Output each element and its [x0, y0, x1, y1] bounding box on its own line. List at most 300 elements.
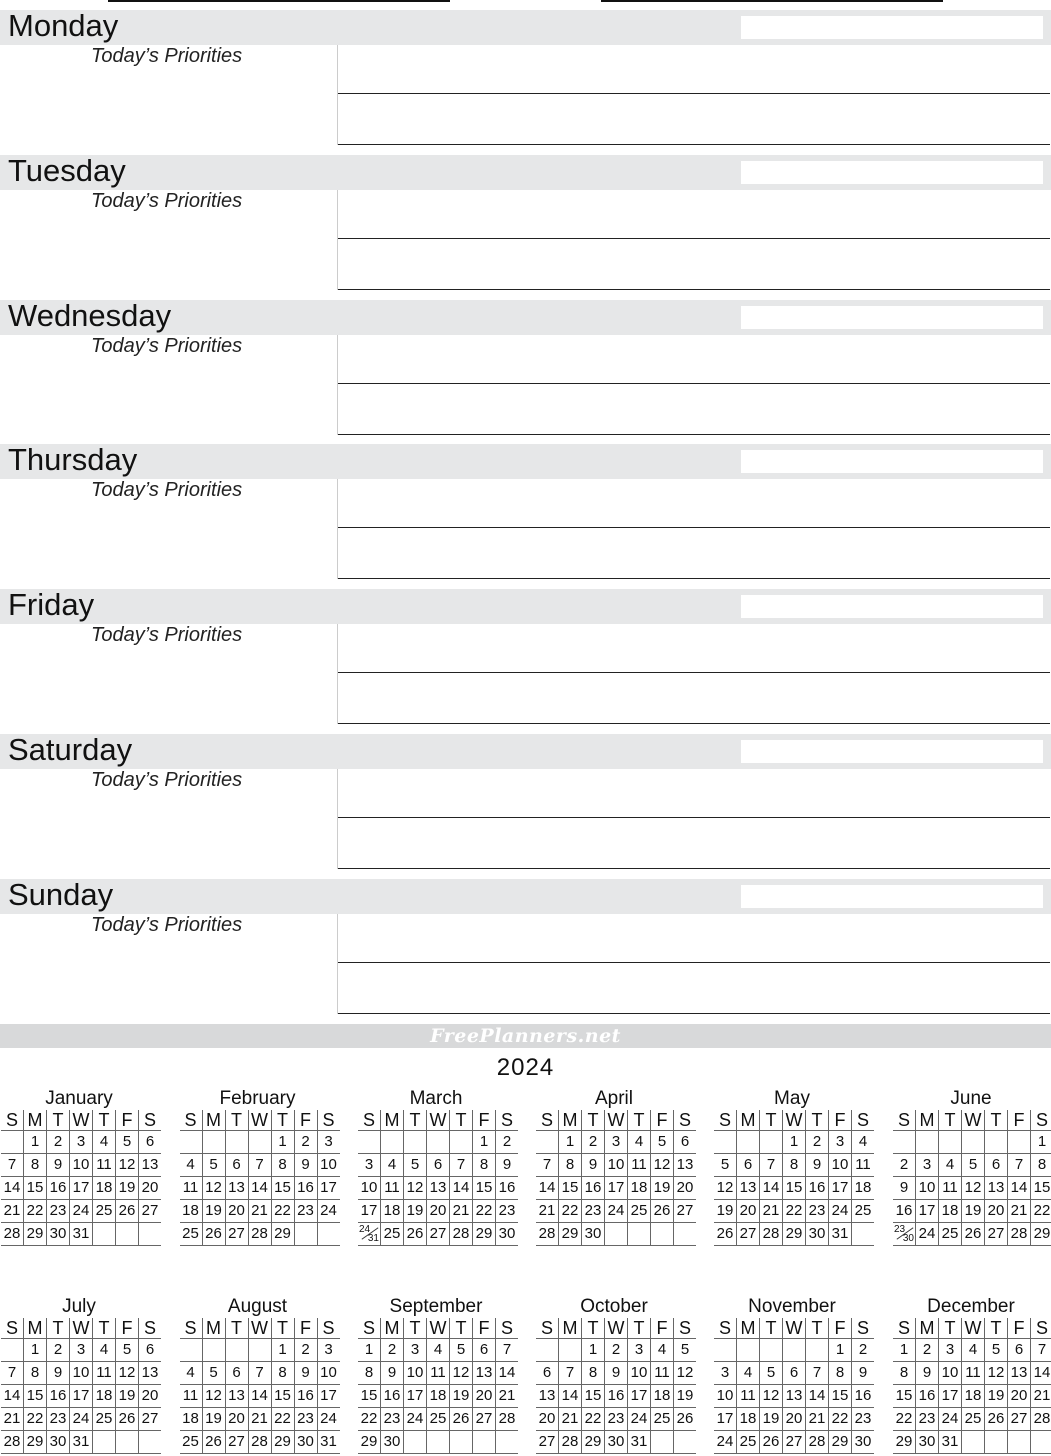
week-row	[358, 1200, 518, 1223]
writing-line[interactable]	[338, 93, 1050, 94]
day-cell	[674, 1431, 697, 1454]
day-cell: 29	[24, 1223, 47, 1246]
week-row	[1, 1408, 161, 1431]
day-cell	[893, 1223, 916, 1246]
day-cell: 10	[714, 1385, 737, 1408]
day-cell: 15	[24, 1177, 47, 1200]
weekday-header: F	[1008, 1110, 1031, 1131]
weekday-header: S	[496, 1318, 519, 1339]
weekday-header: T	[760, 1110, 783, 1131]
day-cell	[962, 1431, 985, 1454]
day-cell: 5	[116, 1131, 139, 1154]
day-cell: 21	[1031, 1385, 1051, 1408]
writing-line[interactable]	[338, 383, 1050, 384]
week-row	[536, 1431, 696, 1454]
day-cell: 23	[47, 1200, 70, 1223]
day-cell	[180, 1339, 203, 1362]
day-cell: 9	[582, 1154, 605, 1177]
month-title: February	[219, 1088, 296, 1109]
day-cell: 18	[962, 1385, 985, 1408]
day-cell: 20	[536, 1408, 559, 1431]
weekday-header: W	[427, 1110, 450, 1131]
weekday-header: T	[985, 1318, 1008, 1339]
day-cell: 23	[806, 1200, 829, 1223]
week-row	[893, 1362, 1051, 1385]
day-cell: 5	[202, 1154, 225, 1177]
day-cell: 1	[358, 1339, 381, 1362]
day-cell: 12	[962, 1177, 985, 1200]
week-row	[358, 1339, 518, 1362]
day-cell: 28	[536, 1223, 559, 1246]
date-field[interactable]	[741, 740, 1043, 763]
day-cell: 16	[916, 1385, 939, 1408]
day-cell: 10	[829, 1154, 852, 1177]
day-cell: 30	[381, 1431, 404, 1454]
day-cell: 12	[116, 1154, 139, 1177]
day-cell: 1	[1031, 1131, 1051, 1154]
day-cell: 8	[582, 1362, 605, 1385]
day-cell: 4	[381, 1154, 404, 1177]
weekday-header: S	[674, 1318, 697, 1339]
day-cell: 10	[70, 1154, 93, 1177]
day-cell: 5	[404, 1154, 427, 1177]
day-cell: 12	[674, 1362, 697, 1385]
day-cell: 30	[47, 1223, 70, 1246]
day-cell: 6	[427, 1154, 450, 1177]
week-row	[536, 1177, 696, 1200]
day-cell: 18	[93, 1385, 116, 1408]
column-divider	[337, 45, 338, 145]
writing-line[interactable]	[338, 672, 1050, 673]
day-header	[0, 589, 1051, 624]
day-cell: 13	[674, 1154, 697, 1177]
day-cell: 8	[358, 1362, 381, 1385]
month-title: July	[62, 1296, 96, 1317]
month-calendar	[714, 1088, 870, 1246]
day-cell: 19	[202, 1408, 225, 1431]
day-cell: 15	[783, 1177, 806, 1200]
day-cell: 2	[294, 1339, 317, 1362]
weekday-header: S	[714, 1110, 737, 1131]
day-cell: 3	[404, 1339, 427, 1362]
day-cell: 7	[248, 1362, 271, 1385]
day-cell: 21	[806, 1408, 829, 1431]
week-row	[714, 1200, 874, 1223]
date-field[interactable]	[741, 595, 1043, 618]
watermark-logo: FreePlanners.net	[430, 1025, 621, 1047]
day-cell: 13	[536, 1385, 559, 1408]
weekday-header: T	[404, 1110, 427, 1131]
day-cell: 18	[939, 1200, 962, 1223]
day-cell: 29	[473, 1223, 496, 1246]
day-cell: 11	[962, 1362, 985, 1385]
weekday-header: T	[939, 1318, 962, 1339]
day-cell	[180, 1131, 203, 1154]
day-cell: 16	[605, 1385, 628, 1408]
column-divider	[337, 335, 338, 435]
weekday-header: F	[1008, 1318, 1031, 1339]
weekday-header: S	[714, 1318, 737, 1339]
week-row	[1, 1223, 161, 1246]
week-row	[893, 1385, 1051, 1408]
day-cell	[248, 1339, 271, 1362]
day-cell	[139, 1223, 162, 1246]
writing-line[interactable]	[338, 527, 1050, 528]
week-row	[358, 1362, 518, 1385]
day-cell: 8	[783, 1154, 806, 1177]
day-cell: 29	[358, 1431, 381, 1454]
day-cell: 19	[116, 1385, 139, 1408]
day-cell	[404, 1431, 427, 1454]
week-row	[180, 1223, 340, 1246]
day-cell: 17	[317, 1177, 340, 1200]
day-cell: 6	[536, 1362, 559, 1385]
day-cell: 20	[427, 1200, 450, 1223]
week-row	[1, 1339, 161, 1362]
day-cell: 31	[939, 1431, 962, 1454]
day-cell: 1	[893, 1339, 916, 1362]
day-cell: 7	[1, 1154, 24, 1177]
month-calendar	[1, 1088, 157, 1246]
priorities-label: Today’s Priorities	[91, 189, 243, 212]
month-grid	[536, 1318, 696, 1454]
week-row	[1, 1200, 161, 1223]
weekday-header: T	[582, 1110, 605, 1131]
day-cell: 28	[1, 1431, 24, 1454]
day-cell: 23	[496, 1200, 519, 1223]
weekday-header: S	[852, 1318, 875, 1339]
day-cell: 22	[829, 1408, 852, 1431]
date-field[interactable]	[741, 306, 1043, 329]
month-title: December	[927, 1296, 1015, 1317]
day-cell	[427, 1431, 450, 1454]
day-cell: 16	[893, 1200, 916, 1223]
day-cell: 28	[1008, 1223, 1031, 1246]
weekday-header: M	[202, 1318, 225, 1339]
week-row	[714, 1385, 874, 1408]
day-cell: 4	[93, 1131, 116, 1154]
day-name: Sunday	[8, 876, 114, 912]
day-cell: 18	[737, 1408, 760, 1431]
day-cell: 4	[180, 1362, 203, 1385]
month-grid	[536, 1110, 696, 1246]
day-cell: 23	[294, 1408, 317, 1431]
day-cell: 3	[317, 1339, 340, 1362]
week-row	[536, 1154, 696, 1177]
week-row	[1, 1362, 161, 1385]
day-cell	[358, 1223, 381, 1246]
writing-line[interactable]	[338, 1013, 1050, 1014]
weekday-header: T	[271, 1110, 294, 1131]
month-grid	[893, 1318, 1051, 1454]
day-cell: 7	[450, 1154, 473, 1177]
day-cell	[760, 1339, 783, 1362]
weekday-header: S	[1031, 1318, 1051, 1339]
day-cell	[985, 1431, 1008, 1454]
date-field[interactable]	[741, 885, 1043, 908]
day-cell: 9	[294, 1362, 317, 1385]
day-cell: 7	[536, 1154, 559, 1177]
day-cell: 21	[1, 1408, 24, 1431]
day-cell	[358, 1131, 381, 1154]
day-cell: 20	[1008, 1385, 1031, 1408]
week-row	[536, 1339, 696, 1362]
day-cell	[737, 1131, 760, 1154]
day-cell: 8	[893, 1362, 916, 1385]
day-cell: 7	[1031, 1339, 1051, 1362]
weekday-header: M	[24, 1318, 47, 1339]
day-cell: 26	[651, 1200, 674, 1223]
day-cell: 6	[985, 1154, 1008, 1177]
weekday-header: S	[358, 1318, 381, 1339]
day-cell: 19	[985, 1385, 1008, 1408]
day-cell: 21	[450, 1200, 473, 1223]
weekday-header: F	[294, 1110, 317, 1131]
day-cell: 25	[427, 1408, 450, 1431]
day-cell: 29	[1031, 1223, 1051, 1246]
day-cell	[1, 1339, 24, 1362]
month-calendar	[893, 1088, 1049, 1246]
day-cell: 26	[962, 1223, 985, 1246]
day-cell: 20	[783, 1408, 806, 1431]
day-cell	[559, 1339, 582, 1362]
day-cell: 16	[294, 1385, 317, 1408]
day-cell: 14	[1, 1385, 24, 1408]
day-cell: 23	[294, 1200, 317, 1223]
day-cell: 13	[737, 1177, 760, 1200]
weekday-header: T	[404, 1318, 427, 1339]
writing-line[interactable]	[338, 238, 1050, 239]
day-cell: 20	[473, 1385, 496, 1408]
day-name: Tuesday	[8, 152, 126, 188]
day-cell: 13	[473, 1362, 496, 1385]
day-cell: 10	[628, 1362, 651, 1385]
day-cell: 11	[737, 1385, 760, 1408]
day-cell: 10	[70, 1362, 93, 1385]
day-cell: 24	[70, 1200, 93, 1223]
day-cell: 21	[1008, 1200, 1031, 1223]
week-row	[180, 1362, 340, 1385]
week-row	[180, 1339, 340, 1362]
month-grid	[358, 1110, 518, 1246]
weekday-header: W	[962, 1318, 985, 1339]
day-cell	[450, 1431, 473, 1454]
week-row	[358, 1177, 518, 1200]
day-cell: 22	[24, 1200, 47, 1223]
weekday-header: T	[628, 1318, 651, 1339]
month-title: October	[580, 1296, 648, 1317]
day-cell: 14	[496, 1362, 519, 1385]
day-cell: 13	[139, 1154, 162, 1177]
week-row	[536, 1408, 696, 1431]
day-cell: 27	[674, 1200, 697, 1223]
day-cell	[225, 1131, 248, 1154]
day-cell: 22	[271, 1200, 294, 1223]
day-cell: 3	[916, 1154, 939, 1177]
weekday-header: T	[450, 1110, 473, 1131]
day-cell: 4	[939, 1154, 962, 1177]
day-cell: 15	[473, 1177, 496, 1200]
day-cell: 11	[427, 1362, 450, 1385]
day-cell	[248, 1131, 271, 1154]
day-cell: 28	[760, 1223, 783, 1246]
day-cell	[962, 1131, 985, 1154]
week-row	[536, 1362, 696, 1385]
day-cell: 11	[651, 1362, 674, 1385]
week-row	[1, 1385, 161, 1408]
weekday-header: M	[916, 1318, 939, 1339]
day-cell	[116, 1223, 139, 1246]
day-cell: 6	[225, 1154, 248, 1177]
day-section	[0, 434, 1051, 579]
day-cell: 29	[271, 1431, 294, 1454]
day-cell	[916, 1131, 939, 1154]
month-calendar	[358, 1296, 514, 1454]
date-field[interactable]	[741, 16, 1043, 39]
day-cell: 18	[93, 1177, 116, 1200]
day-cell: 24	[939, 1408, 962, 1431]
day-cell: 16	[381, 1385, 404, 1408]
month-grid	[893, 1110, 1051, 1246]
day-cell: 13	[1008, 1362, 1031, 1385]
day-cell: 5	[985, 1339, 1008, 1362]
day-cell: 22	[24, 1408, 47, 1431]
day-cell	[473, 1431, 496, 1454]
month-calendar	[1, 1296, 157, 1454]
day-cell: 9	[47, 1154, 70, 1177]
column-divider	[337, 624, 338, 724]
split-date: 23 30	[894, 1224, 914, 1244]
day-cell: 27	[427, 1223, 450, 1246]
day-cell: 5	[651, 1131, 674, 1154]
day-cell: 14	[559, 1385, 582, 1408]
week-row	[893, 1131, 1051, 1154]
weekday-header: T	[985, 1110, 1008, 1131]
week-row	[180, 1431, 340, 1454]
day-cell	[651, 1223, 674, 1246]
day-cell: 10	[916, 1177, 939, 1200]
day-cell: 14	[1, 1177, 24, 1200]
weekday-header: M	[737, 1110, 760, 1131]
weekday-header: S	[1, 1318, 24, 1339]
day-cell	[294, 1223, 317, 1246]
weekday-header: S	[317, 1318, 340, 1339]
week-row	[358, 1154, 518, 1177]
day-cell: 1	[582, 1339, 605, 1362]
day-cell: 7	[1, 1362, 24, 1385]
date-field[interactable]	[741, 161, 1043, 184]
day-cell: 6	[1008, 1339, 1031, 1362]
weekday-header: F	[473, 1110, 496, 1131]
day-cell: 13	[783, 1385, 806, 1408]
day-cell: 30	[852, 1431, 875, 1454]
weekday-header: F	[294, 1318, 317, 1339]
day-cell: 21	[559, 1408, 582, 1431]
day-cell	[714, 1339, 737, 1362]
weekday-header: S	[1, 1110, 24, 1131]
day-cell: 15	[893, 1385, 916, 1408]
day-section	[0, 579, 1051, 724]
day-cell: 12	[116, 1362, 139, 1385]
day-cell: 19	[202, 1200, 225, 1223]
day-section	[0, 145, 1051, 290]
weekday-header: S	[536, 1110, 559, 1131]
day-cell: 12	[450, 1362, 473, 1385]
day-cell: 1	[559, 1131, 582, 1154]
day-cell: 17	[404, 1385, 427, 1408]
day-cell	[496, 1431, 519, 1454]
day-section	[0, 0, 1051, 145]
day-cell: 2	[381, 1339, 404, 1362]
writing-line[interactable]	[338, 962, 1050, 963]
week-row	[714, 1362, 874, 1385]
weekday-header: T	[628, 1110, 651, 1131]
day-cell: 15	[559, 1177, 582, 1200]
weekday-header: W	[70, 1318, 93, 1339]
day-cell: 30	[916, 1431, 939, 1454]
day-cell: 21	[496, 1385, 519, 1408]
day-cell: 4	[180, 1154, 203, 1177]
day-cell: 18	[180, 1408, 203, 1431]
day-cell: 28	[1031, 1408, 1051, 1431]
day-cell: 13	[427, 1177, 450, 1200]
day-cell: 1	[271, 1339, 294, 1362]
day-cell: 19	[450, 1385, 473, 1408]
day-cell: 27	[1008, 1408, 1031, 1431]
day-cell: 23	[852, 1408, 875, 1431]
writing-line[interactable]	[338, 817, 1050, 818]
day-cell: 27	[985, 1223, 1008, 1246]
week-row	[893, 1408, 1051, 1431]
day-cell: 22	[473, 1200, 496, 1223]
day-cell: 19	[116, 1177, 139, 1200]
day-cell: 11	[381, 1177, 404, 1200]
month-title: January	[45, 1088, 113, 1109]
weekday-header: M	[24, 1110, 47, 1131]
date-field[interactable]	[741, 450, 1043, 473]
week-row	[536, 1385, 696, 1408]
day-cell: 30	[294, 1431, 317, 1454]
day-header	[0, 10, 1051, 45]
day-cell: 1	[24, 1131, 47, 1154]
weekday-header: T	[450, 1318, 473, 1339]
day-cell: 26	[202, 1431, 225, 1454]
day-cell: 1	[829, 1339, 852, 1362]
day-cell: 17	[317, 1385, 340, 1408]
day-cell: 6	[225, 1362, 248, 1385]
column-divider	[337, 190, 338, 290]
day-cell: 12	[714, 1177, 737, 1200]
day-cell: 19	[651, 1177, 674, 1200]
day-cell	[381, 1131, 404, 1154]
day-header	[0, 297, 1051, 335]
day-cell: 9	[605, 1362, 628, 1385]
weekday-header: T	[760, 1318, 783, 1339]
day-cell: 20	[225, 1200, 248, 1223]
day-cell: 21	[536, 1200, 559, 1223]
day-cell: 27	[783, 1431, 806, 1454]
weekday-header: W	[962, 1110, 985, 1131]
day-cell: 17	[605, 1177, 628, 1200]
weekday-header: T	[806, 1318, 829, 1339]
priorities-label: Today’s Priorities	[91, 624, 243, 647]
day-cell: 4	[737, 1362, 760, 1385]
weekday-header: W	[605, 1110, 628, 1131]
day-cell: 4	[628, 1131, 651, 1154]
day-cell: 2	[582, 1131, 605, 1154]
day-cell: 21	[760, 1200, 783, 1223]
day-cell: 18	[651, 1385, 674, 1408]
